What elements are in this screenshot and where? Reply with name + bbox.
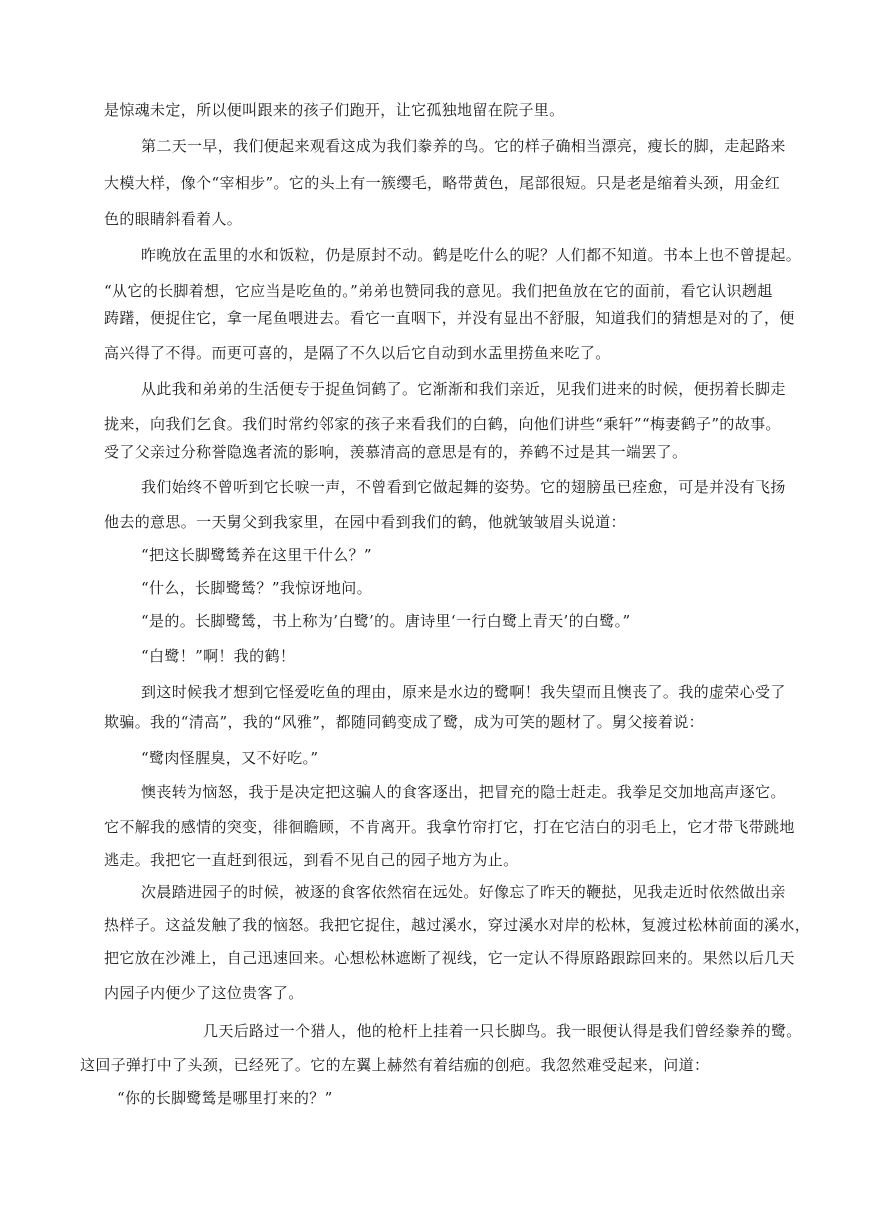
text-line: 他去的意思。一天舅父到我家里，在园中看到我们的鹤，他就皱皱眉头说道：	[104, 513, 626, 531]
text-line: 把它放在沙滩上，自己迅速回来。心想松林遮断了视线，它一定认不得原路跟踪回来的。果然以后几天	[104, 949, 795, 967]
text-line: 次晨踏进园子的时候，被逐的食客依然宿在远处。好像忘了昨天的鞭挞，见我走近时依然做出亲	[141, 883, 786, 901]
text-line: “从它的长脚着想，它应当是吃鱼的。”弟弟也赞同我的意见。我们把鱼放在它的面前，看它认识趔趄	[104, 282, 773, 300]
text-line: 拢来，向我们乞食。我们时常约邻家的孩子来看我们的白鹤，向他们讲些“乘轩”“梅妻鹤子”的故事。	[104, 415, 781, 433]
text-line: 到这时候我才想到它怪爱吃鱼的理由，原来是水边的鹭啊！我失望而且懊丧了。我的虚荣心受了	[141, 683, 786, 701]
text-line: “白鹭！”啊！我的鹤！	[141, 647, 296, 665]
text-line: 踌躇，便捉住它，拿一尾鱼喂进去。看它一直咽下，并没有显出不舒服，知道我们的猜想是对的了，便	[104, 309, 795, 327]
text-line: 内园子内便少了这位贵客了。	[104, 984, 304, 1002]
text-line: 色的眼睛斜看着人。	[104, 210, 243, 228]
text-line: 高兴得了不得。而更可喜的，是隔了不久以后它自动到水盂里捞鱼来吃了。	[104, 344, 611, 362]
text-line: 这回子弹打中了头颈，已经死了。它的左翼上赫然有着结痂的创疤。我忽然难受起来，问道：	[80, 1056, 710, 1074]
text-line: 从此我和弟弟的生活便专于捉鱼饲鹤了。它渐渐和我们亲近，见我们进来的时候，便拐着长脚走	[141, 380, 786, 398]
text-line: 它不解我的感情的突变，徘徊瞻顾，不肯离开。我拿竹帘打它，打在它洁白的羽毛上，它才带飞带跳地	[104, 818, 795, 836]
text-line: 热样子。这益发触了我的恼怒。我把它捉住，越过溪水，穿过溪水对岸的松林，复渡过松林前面的溪水，	[104, 916, 811, 934]
text-line: “你的长脚鹭鸶是哪里打来的？”	[117, 1089, 333, 1107]
text-line: 受了父亲过分称誉隐逸者流的影响，羡慕清高的意思是有的，养鹤不过是其一端罢了。	[104, 443, 688, 461]
text-line: 大模大样，像个“宰相步”。它的头上有一簇缨毛，略带黄色，尾部很短。只是老是缩着头颈，用金红	[104, 174, 781, 192]
text-line: 懊丧转为恼怒，我于是决定把这骗人的食客逐出，把冒充的隐士赶走。我拳足交加地高声逐它。	[141, 783, 786, 801]
text-line: 第二天一早，我们便起来观看这成为我们豢养的鸟。它的样子确相当漂亮，瘦长的脚，走起路来	[141, 137, 786, 155]
text-line: “是的。长脚鹭鸶，书上称为’白鹭’的。唐诗里‘一行白鹭上青天’的白鹭。”	[141, 612, 631, 630]
text-line: 是惊魂未定，所以便叫跟来的孩子们跑开，让它孤独地留在院子里。	[104, 101, 565, 119]
text-line: “把这长脚鹭鸶养在这里干什么？”	[141, 546, 372, 564]
text-line: “鹭肉怪腥臭，又不好吃。”	[141, 749, 319, 767]
text-line: 几天后路过一个猎人，他的枪杆上挂着一只长脚鸟。我一眼便认得是我们曾经豢养的鹭。	[203, 1022, 802, 1040]
text-line: 逃走。我把它一直赶到很远，到看不见自己的园子地方为止。	[104, 851, 519, 869]
text-line: 我们始终不曾听到它长唳一声，不曾看到它做起舞的姿势。它的翅膀虽已痊愈，可是并没有飞扬	[141, 478, 786, 496]
text-line: “什么，长脚鹭鸶？”我惊讶地问。	[141, 579, 372, 597]
text-line: 欺骗。我的“清高”，我的“风雅”，都随同鹤变成了鹭，成为可笑的题材了。舅父接着说：	[104, 713, 705, 731]
text-line: 昨晚放在盂里的水和饭粒，仍是原封不动。鹤是吃什么的呢？人们都不知道。书本上也不曾提起。	[141, 246, 802, 264]
